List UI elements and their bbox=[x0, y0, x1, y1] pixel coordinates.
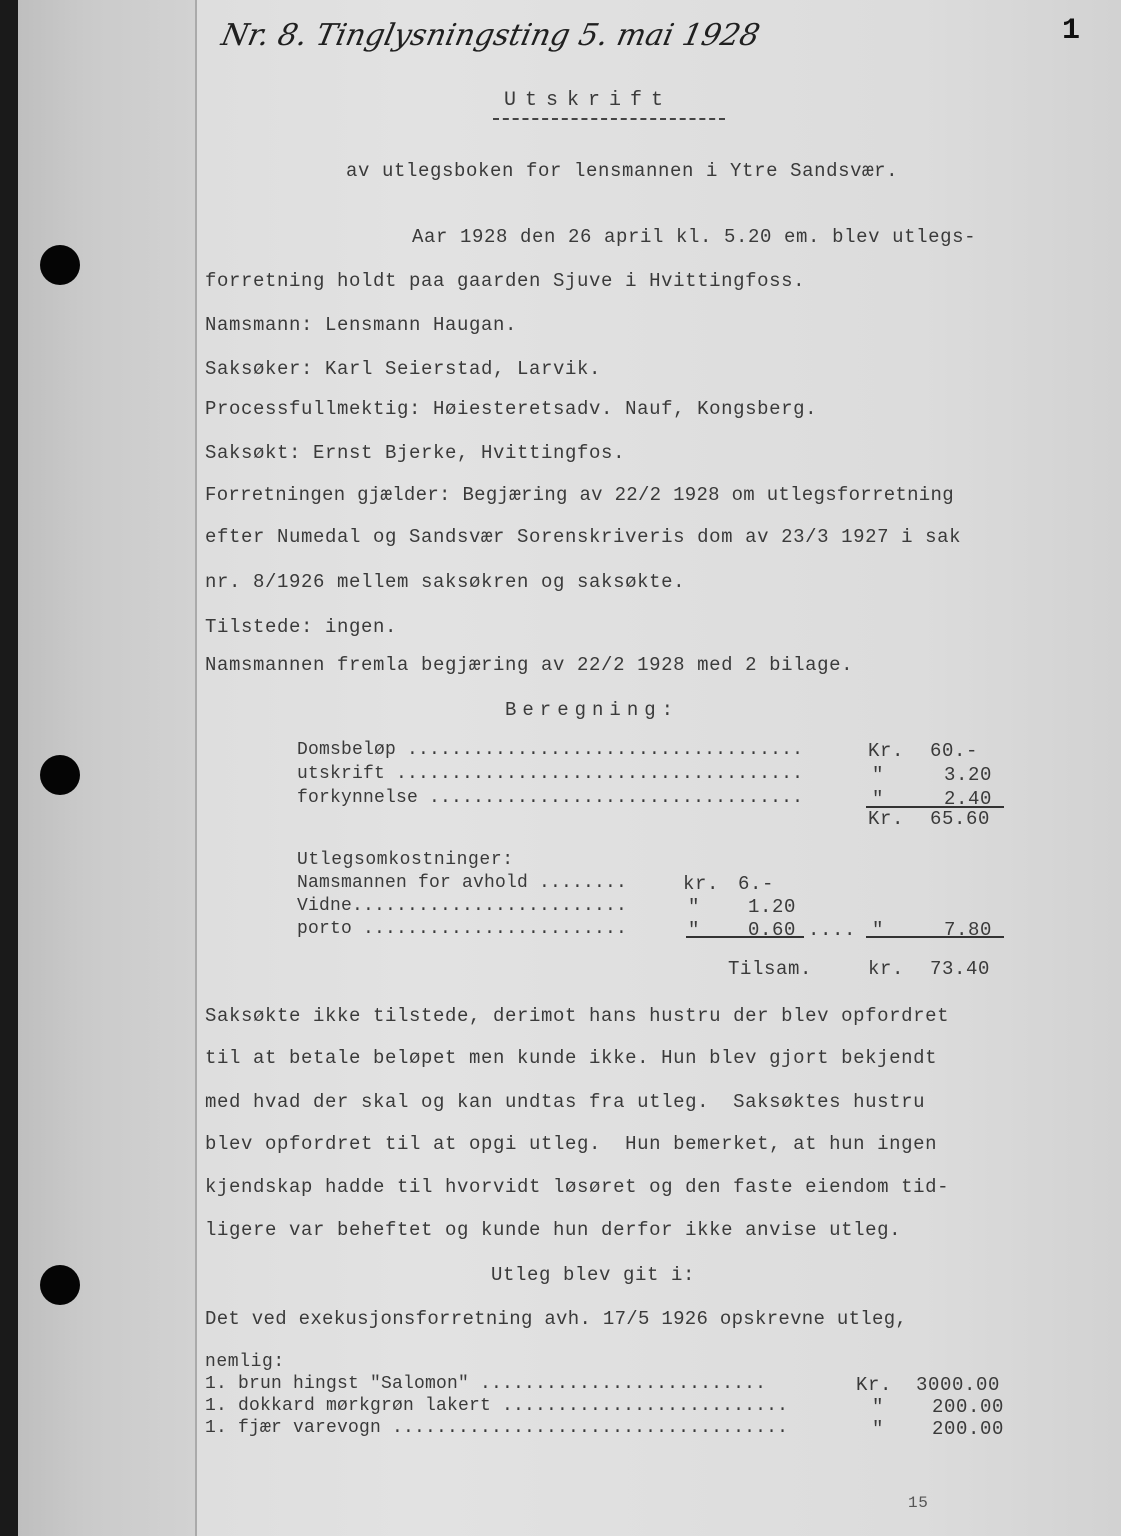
item-line-unit: " bbox=[872, 1396, 885, 1418]
item-line-label: 1. brun hingst "Salomon" .......................... bbox=[205, 1374, 767, 1394]
cost-line-amount: 6.- bbox=[738, 873, 775, 895]
body-line-1: Saksøkte ikke tilstede, derimot hans hustru der blev opfordret bbox=[205, 1005, 950, 1027]
forretning-line-1: Forretningen gjælder: Begjæring av 22/2 1928 om utlegsforretning bbox=[205, 484, 954, 506]
title-underline bbox=[493, 118, 725, 120]
beregning-line-label: Domsbeløp .................................... bbox=[297, 740, 804, 760]
cost-total-unit: " bbox=[872, 919, 885, 941]
beregning-line-amount: 3.20 bbox=[944, 764, 993, 786]
intro-line-2: forretning holdt paa gaarden Sjuve i Hvittingfoss. bbox=[205, 270, 806, 292]
nemlig-label: nemlig: bbox=[205, 1352, 285, 1372]
field-saksokt: Saksøkt: Ernst Bjerke, Hvittingfos. bbox=[205, 442, 626, 464]
exekusjon-line: Det ved exekusjonsforretning avh. 17/5 1926 opskrevne utleg, bbox=[205, 1308, 908, 1330]
body-line-4: blev opfordret til at opgi utleg. Hun bemerket, at hun ingen bbox=[205, 1133, 938, 1155]
item-line-unit: " bbox=[872, 1418, 885, 1440]
cost-total-amount: 7.80 bbox=[944, 919, 993, 941]
cost-line-label: Namsmannen for avhold ........ bbox=[297, 873, 628, 893]
beregning-line-unit: " bbox=[872, 788, 885, 810]
tilstede-line: Tilstede: ingen. bbox=[205, 616, 398, 638]
forretning-line-2: efter Numedal og Sandsvær Sorenskriveris dom av 23/3 1927 i sak bbox=[205, 526, 962, 548]
document-title: Utskrift bbox=[504, 89, 673, 112]
beregning-line-amount: 60.- bbox=[930, 740, 979, 762]
cost-line-unit: " bbox=[688, 896, 701, 918]
item-line-amount: 200.00 bbox=[932, 1418, 1005, 1440]
cost-line-amount: 1.20 bbox=[748, 896, 797, 918]
utleg-heading: Utleg blev git i: bbox=[491, 1264, 696, 1286]
field-saksoker: Saksøker: Karl Seierstad, Larvik. bbox=[205, 358, 602, 380]
cost-line-unit: " bbox=[688, 919, 701, 941]
total-label: Tilsam. bbox=[728, 958, 813, 980]
page-number: 1 bbox=[1062, 14, 1081, 48]
item-line-label: 1. dokkard mørkgrøn lakert .......................... bbox=[205, 1396, 789, 1416]
item-line-label: 1. fjær varevogn .................................... bbox=[205, 1418, 789, 1438]
item-line-unit: Kr. bbox=[856, 1374, 893, 1396]
item-line-amount: 200.00 bbox=[932, 1396, 1005, 1418]
costs-heading: Utlegsomkostninger: bbox=[297, 850, 514, 870]
beregning-line-label: utskrift ..................................... bbox=[297, 764, 804, 784]
document-subtitle: av utlegsboken for lensmannen i Ytre Sandsvær. bbox=[346, 160, 899, 182]
body-line-2: til at betale beløpet men kunde ikke. Hun blev gjort bekjendt bbox=[205, 1047, 938, 1069]
punch-hole-top bbox=[40, 245, 80, 285]
cost-line-label: Vidne......................... bbox=[297, 896, 628, 916]
subtotal-unit: Kr. bbox=[868, 808, 905, 830]
beregning-line-amount: 2.40 bbox=[944, 788, 993, 810]
cost-line-label: porto ........................ bbox=[297, 919, 628, 939]
total-unit: kr. bbox=[868, 958, 905, 980]
cost-line-unit: kr. bbox=[683, 873, 720, 895]
body-line-3: med hvad der skal og kan undtas fra utleg. Saksøktes hustru bbox=[205, 1091, 926, 1113]
beregning-line-label: forkynnelse .................................. bbox=[297, 788, 804, 808]
handwritten-header: Nr. 8. Tinglysningsting 5. mai 1928 bbox=[218, 18, 763, 53]
cost-rule bbox=[686, 936, 804, 938]
field-namsmann: Namsmann: Lensmann Haugan. bbox=[205, 314, 518, 336]
cost-total-rule bbox=[866, 936, 1004, 938]
footer-mark: 15 bbox=[908, 1494, 929, 1512]
field-processfullmektig: Processfullmektig: Høiesteretsadv. Nauf, Kongsberg. bbox=[205, 398, 818, 420]
intro-line-1: Aar 1928 den 26 april kl. 5.20 em. blev utlegs- bbox=[412, 226, 977, 248]
body-line-6: ligere var beheftet og kunde hun derfor ikke anvise utleg. bbox=[205, 1219, 902, 1241]
cost-line-amount: 0.60 bbox=[748, 919, 797, 941]
margin-line bbox=[195, 0, 197, 1536]
punch-hole-bottom bbox=[40, 1265, 80, 1305]
beregning-line-unit: " bbox=[872, 764, 885, 786]
subtotal-amount: 65.60 bbox=[930, 808, 991, 830]
body-line-5: kjendskap hadde til hvorvidt løsøret og den faste eiendom tid- bbox=[205, 1176, 950, 1198]
beregning-heading: Beregning: bbox=[505, 699, 680, 721]
punch-hole-middle bbox=[40, 755, 80, 795]
beregning-line-unit: Kr. bbox=[868, 740, 905, 762]
fremla-line: Namsmannen fremla begjæring av 22/2 1928 med 2 bilage. bbox=[205, 654, 854, 676]
total-amount: 73.40 bbox=[930, 958, 991, 980]
item-line-amount: 3000.00 bbox=[916, 1374, 1001, 1396]
forretning-line-3: nr. 8/1926 mellem saksøkren og saksøkte. bbox=[205, 571, 686, 593]
cost-line-dots: .... bbox=[808, 919, 857, 941]
